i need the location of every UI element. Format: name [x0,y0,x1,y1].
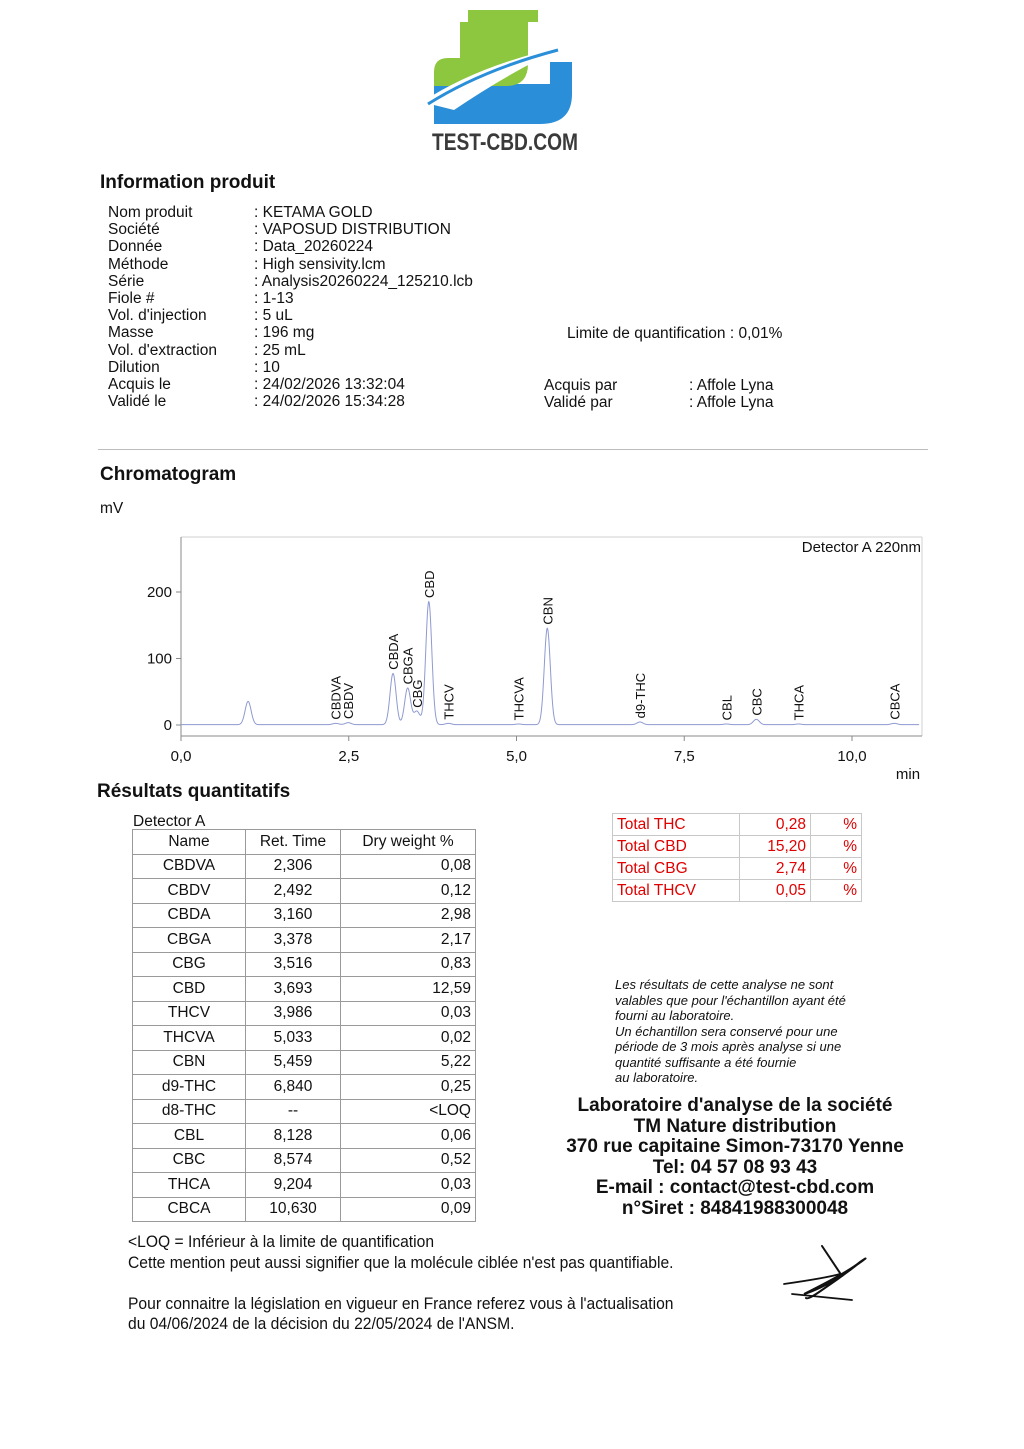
total-row [613,836,862,858]
total-unit-cell: % [811,858,862,880]
compound-name-cell: CBDV [133,879,246,904]
lab-line: n°Siret : 84841988300048 [621,1197,849,1219]
info-value: : 24/02/2026 15:34:28 [254,393,405,411]
info-value: : 10 [254,358,280,376]
compound-name-cell: CBDA [133,903,246,928]
dry-weight-cell: 0,83 [341,952,476,977]
peak-label: CBDVA [328,675,344,720]
total-label-cell: Total CBD [613,836,740,858]
lab-line: Laboratoire d'analyse de la société [577,1095,893,1116]
signature-image [778,1238,874,1310]
info-label: Donnée [108,238,163,256]
chromatogram-heading: Chromatogram [100,464,237,485]
info-value: : VAPOSUD DISTRIBUTION [254,221,451,239]
disclaimer-line: période de 3 mois après analyse si une [615,1039,842,1054]
table-row [133,977,476,1002]
dry-weight-cell: <LOQ [341,1099,476,1124]
total-label-cell: Total CBG [613,858,740,880]
detector-label: Detector A 220nm [801,539,921,556]
flask-logo-icon [420,6,590,156]
table-row [133,1099,476,1124]
peak-label: THCA [791,684,807,721]
compound-name-cell: CBL [133,1124,246,1149]
dry-weight-cell: 0,25 [341,1075,476,1100]
ret-time-cell: 3,986 [246,1001,341,1026]
info-label: Nom produit [108,204,193,221]
dry-weight-cell: 0,03 [341,1173,476,1198]
dry-weight-cell: 2,17 [341,928,476,953]
peak-label: CBD [421,570,437,598]
disclaimer-line: au laboratoire. [615,1070,699,1085]
ret-time-cell: 3,160 [246,903,341,928]
compound-name-cell: CBGA [133,928,246,953]
dry-weight-cell: 12,59 [341,977,476,1002]
footer-line [128,1273,674,1294]
info-label: Masse [108,324,154,342]
results-heading: Résultats quantitatifs [97,781,291,802]
info-value: : KETAMA GOLD [254,204,373,221]
info-value: : High sensivity.lcm [254,255,386,273]
ret-time-cell: 9,204 [246,1173,341,1198]
ret-time-cell: 10,630 [246,1197,341,1222]
footer-line: Pour connaitre la législation en vigueur en France referez vous à l'actualisation [128,1293,674,1313]
total-row [613,814,862,836]
footer-line: du 04/06/2024 de la décision du 22/05/2024 de l'ANSM. [128,1314,515,1333]
ret-time-cell: -- [246,1099,341,1124]
y-tick-label: 100 [146,650,172,668]
disclaimer-note [615,977,915,1086]
table-row [133,928,476,953]
compound-name-cell: d8-THC [133,1099,246,1124]
logo-text: TEST-CBD.COM [432,129,578,156]
y-tick-label: 200 [146,584,172,601]
info-label: Validé le [108,393,167,411]
ret-time-cell: 3,516 [246,952,341,977]
lab-line: Tel: 04 57 08 93 43 [652,1156,818,1178]
dry-weight-cell: 2,98 [341,903,476,928]
total-row [613,858,862,880]
x-tick-label: 0,0 [170,748,192,765]
product-info-list [108,204,708,414]
compound-name-cell: CBD [133,977,246,1002]
dry-weight-cell: 0,08 [341,854,476,879]
ret-time-cell: 2,492 [246,879,341,904]
acquired-by-value: : Affole Lyna [689,377,774,394]
ret-time-cell: 3,378 [246,928,341,953]
info-label: Acquis le [108,376,171,393]
footer-line: <LOQ = Inférieur à la limite de quantification [128,1232,435,1251]
info-label: Vol. d'injection [108,307,207,325]
footer-line: Cette mention peut aussi signifier que la molécule ciblée n'est pas quantifiable. [128,1252,674,1272]
info-label: Société [108,221,160,239]
ret-time-cell: 3,693 [246,977,341,1002]
table-row [133,1197,476,1222]
loq-label: Limite de quantification : 0,01% [567,325,783,342]
lab-line: TM Nature distribution [633,1115,837,1137]
info-value: : 25 mL [254,341,306,359]
info-value: : 5 uL [254,307,293,325]
table-row [133,1124,476,1149]
x-tick-label: 7,5 [673,748,695,765]
info-label: Méthode [108,255,169,273]
disclaimer-line: fourni au laboratoire. [615,1008,735,1023]
section-divider [98,449,928,450]
total-row [613,880,862,902]
dry-weight-cell: 0,02 [341,1026,476,1051]
compound-name-cell: CBDVA [133,854,246,879]
peak-label: CBL [719,695,735,721]
dry-weight-cell: 0,52 [341,1148,476,1173]
total-value-cell: 0,28 [740,814,811,836]
y-unit-label: mV [100,500,124,517]
compound-name-cell: THCVA [133,1026,246,1051]
peak-label: THCV [441,684,457,720]
info-value: : Analysis20260224_125210.lcb [254,272,473,290]
column-header-dry-weight: Dry weight % [341,830,476,855]
compound-name-cell: CBN [133,1050,246,1075]
info-label: Vol. d'extraction [108,341,217,359]
table-row [133,879,476,904]
results-table [132,829,476,1222]
ret-time-cell: 8,128 [246,1124,341,1149]
table-row [133,1026,476,1051]
ret-time-cell: 8,574 [246,1148,341,1173]
total-unit-cell: % [811,880,862,902]
table-row [133,1050,476,1075]
ret-time-cell: 5,459 [246,1050,341,1075]
total-unit-cell: % [811,814,862,836]
disclaimer-line: quantité suffisante a été fournie [615,1054,797,1070]
totals-table [612,813,862,902]
lab-contact-block [535,1096,935,1219]
disclaimer-line: Un échantillon sera conservé pour une [615,1023,838,1039]
total-value-cell: 15,20 [740,836,811,858]
compound-name-cell: CBC [133,1148,246,1173]
lab-line: E-mail : contact@test-cbd.com [595,1177,875,1198]
x-tick-label: 10,0 [837,748,867,765]
dry-weight-cell: 0,12 [341,879,476,904]
peak-label: CBDV [341,682,357,720]
compound-name-cell: THCA [133,1173,246,1198]
table-row [133,1173,476,1198]
compound-name-cell: CBG [133,952,246,977]
dry-weight-cell: 5,22 [341,1050,476,1075]
compound-name-cell: THCV [133,1001,246,1026]
info-value: : Data_20260224 [254,238,373,256]
peak-label: CBN [540,597,556,625]
table-row [133,952,476,977]
total-label-cell: Total THC [613,814,740,836]
dry-weight-cell: 0,09 [341,1197,476,1222]
validated-by-value: : Affole Lyna [689,394,774,411]
peak-label: d9-THC [632,672,648,719]
validated-by-label: Validé par [544,394,613,411]
compound-name-cell: CBCA [133,1197,246,1222]
table-row [133,1148,476,1173]
column-header-name: Name [133,830,246,855]
info-value: : 24/02/2026 13:32:04 [254,376,405,393]
peak-label: CBG [409,679,425,708]
company-logo [420,6,590,156]
x-unit-label: min [895,766,921,783]
lab-line: 370 rue capitaine Simon-73170 Yenne [566,1136,904,1157]
info-value: : 1-13 [254,290,294,307]
x-tick-label: 5,0 [506,748,527,765]
disclaimer-line: Les résultats de cette analyse ne sont [615,977,834,992]
results-header-row [133,830,476,855]
peak-label: CBC [749,688,765,716]
chromatogram-chart [0,520,1024,790]
results-detector-label: Detector A [133,813,206,830]
table-row [133,903,476,928]
peak-label: CBDA [386,633,402,670]
ret-time-cell: 2,306 [246,854,341,879]
compound-name-cell: d9-THC [133,1075,246,1100]
peak-label: CBGA [400,647,416,685]
acquired-by-label: Acquis par [544,377,618,394]
info-label: Fiole # [108,290,155,307]
y-tick-label: 0 [163,717,172,734]
ret-time-cell: 6,840 [246,1075,341,1100]
table-row [133,854,476,879]
product-info-heading: Information produit [100,172,276,193]
info-label: Dilution [108,358,160,376]
info-value: : 196 mg [254,324,315,342]
table-row [133,1001,476,1026]
total-label-cell: Total THCV [613,880,740,902]
table-row [133,1075,476,1100]
disclaimer-line: valables que pour l'échantillon ayant été [615,992,846,1008]
total-unit-cell: % [811,836,862,858]
total-value-cell: 2,74 [740,858,811,880]
ret-time-cell: 5,033 [246,1026,341,1051]
column-header-ret-time: Ret. Time [246,830,341,855]
peak-label: THCVA [511,677,527,721]
footer-notes [128,1232,674,1335]
peak-label: CBCA [887,683,903,720]
total-value-cell: 0,05 [740,880,811,902]
x-tick-label: 2,5 [338,748,360,765]
info-label: Série [108,272,145,290]
dry-weight-cell: 0,06 [341,1124,476,1149]
dry-weight-cell: 0,03 [341,1001,476,1026]
